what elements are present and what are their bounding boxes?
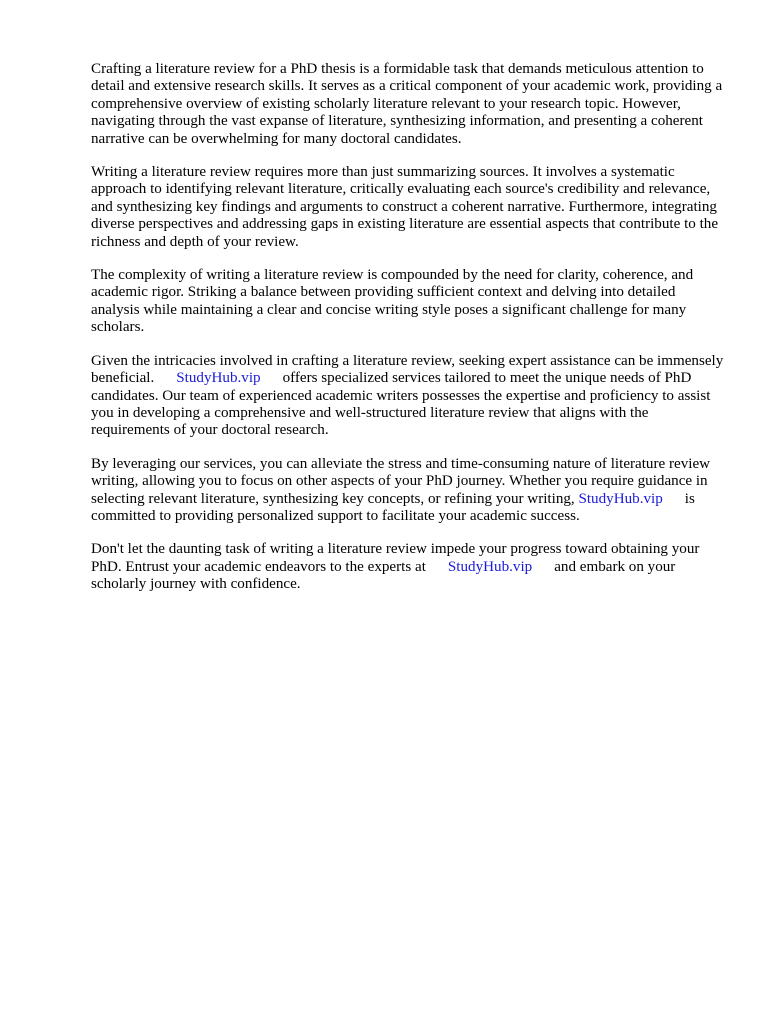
- paragraph-services-text-before: By leveraging our services, you can alleviate the stress and time-consuming nature of literature review writing, allowing you to focus on other aspects of your PhD journey. Whether you require guidance in selecting relevant literature, synthesizing key concepts, or refining your writing,: [91, 455, 711, 507]
- paragraph-services-text-after: is committed to providing personalized support to facilitate your academic success.: [91, 490, 695, 524]
- paragraph-intro-text: Crafting a literature review for a PhD thesis is a formidable task that demands meticulous attention to detail and extensive research skills. It serves as a critical component of your academic work, providing a comprehensive overview of existing scholarly literature relevant to your research topic. However, navigating through the vast expanse of literature, synthesizing information, and presenting a coherent narrative can be overwhelming for many doctoral candidates.: [91, 61, 723, 147]
- paragraph-assistance: [91, 353, 727, 440]
- document-body: [91, 61, 727, 610]
- studyhub-link-2[interactable]: StudyHub.vip: [578, 490, 663, 507]
- paragraph-intro: [91, 61, 727, 148]
- paragraph-closing: [91, 541, 727, 593]
- paragraph-assistance-text-after: offers specialized services tailored to meet the unique needs of PhD candidates. Our team of experienced academic writers possesses the expertise and proficiency to assist you in developing a comprehensive and well-structured literature review that aligns with the requirements of your doctoral research.: [91, 370, 711, 439]
- studyhub-link-3[interactable]: StudyHub.vip: [447, 558, 533, 575]
- paragraph-requirements-text: Writing a literature review requires more than just summarizing sources. It involves a systematic approach to identifying relevant literature, critically evaluating each source's credibility and relevance, and synthesizing key findings and arguments to construct a coherent narrative. Furthermore, integrating diverse perspectives and addressing gaps in existing literature are essential aspects that contribute to the richness and depth of your review.: [91, 164, 719, 250]
- paragraph-closing-text-before: Don't let the daunting task of writing a literature review impede your progress toward obtaining your PhD. Entrust your academic endeavors to the experts at: [91, 541, 700, 575]
- paragraph-complexity-text: The complexity of writing a literature review is compounded by the need for clarity, coherence, and academic rigor. Striking a balance between providing sufficient context and delving into detailed analysis while maintaining a clear and concise writing style poses a significant challenge for many scholars.: [91, 267, 694, 336]
- paragraph-requirements: [91, 164, 727, 251]
- paragraph-closing-text-after: and embark on your scholarly journey with confidence.: [91, 558, 676, 593]
- paragraph-assistance-text-before: Given the intricacies involved in crafting a literature review, seeking expert assistance can be immensely beneficial.: [91, 352, 724, 387]
- studyhub-link-1[interactable]: StudyHub.vip: [176, 370, 261, 387]
- paragraph-complexity: [91, 267, 727, 337]
- paragraph-services: [91, 456, 727, 526]
